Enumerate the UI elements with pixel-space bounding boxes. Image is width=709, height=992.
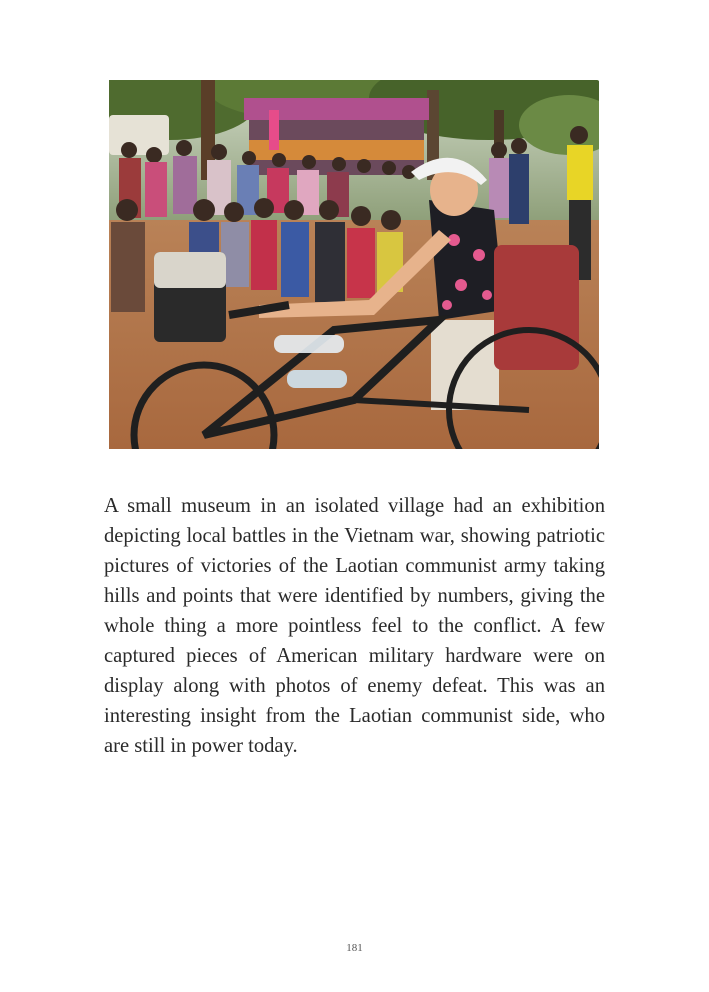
rear-pannier [494, 245, 579, 370]
page-number: 181 [346, 942, 363, 954]
vehicle [109, 115, 169, 155]
photo [109, 80, 599, 449]
body-paragraph: A small museum in an isolated village had an exhibition depicting local battles in the Vietnam war, showing patriotic pictures of victories of the Laotian communist army taking hills and points that were identified by numbers, giving the whole thing a more pointless feel to the conflict. A few captured pieces of American military hardware were on display along with photos of enemy defeat. This was an interesting insight from the Laotian communist side, who are still in power today. [104, 495, 605, 757]
